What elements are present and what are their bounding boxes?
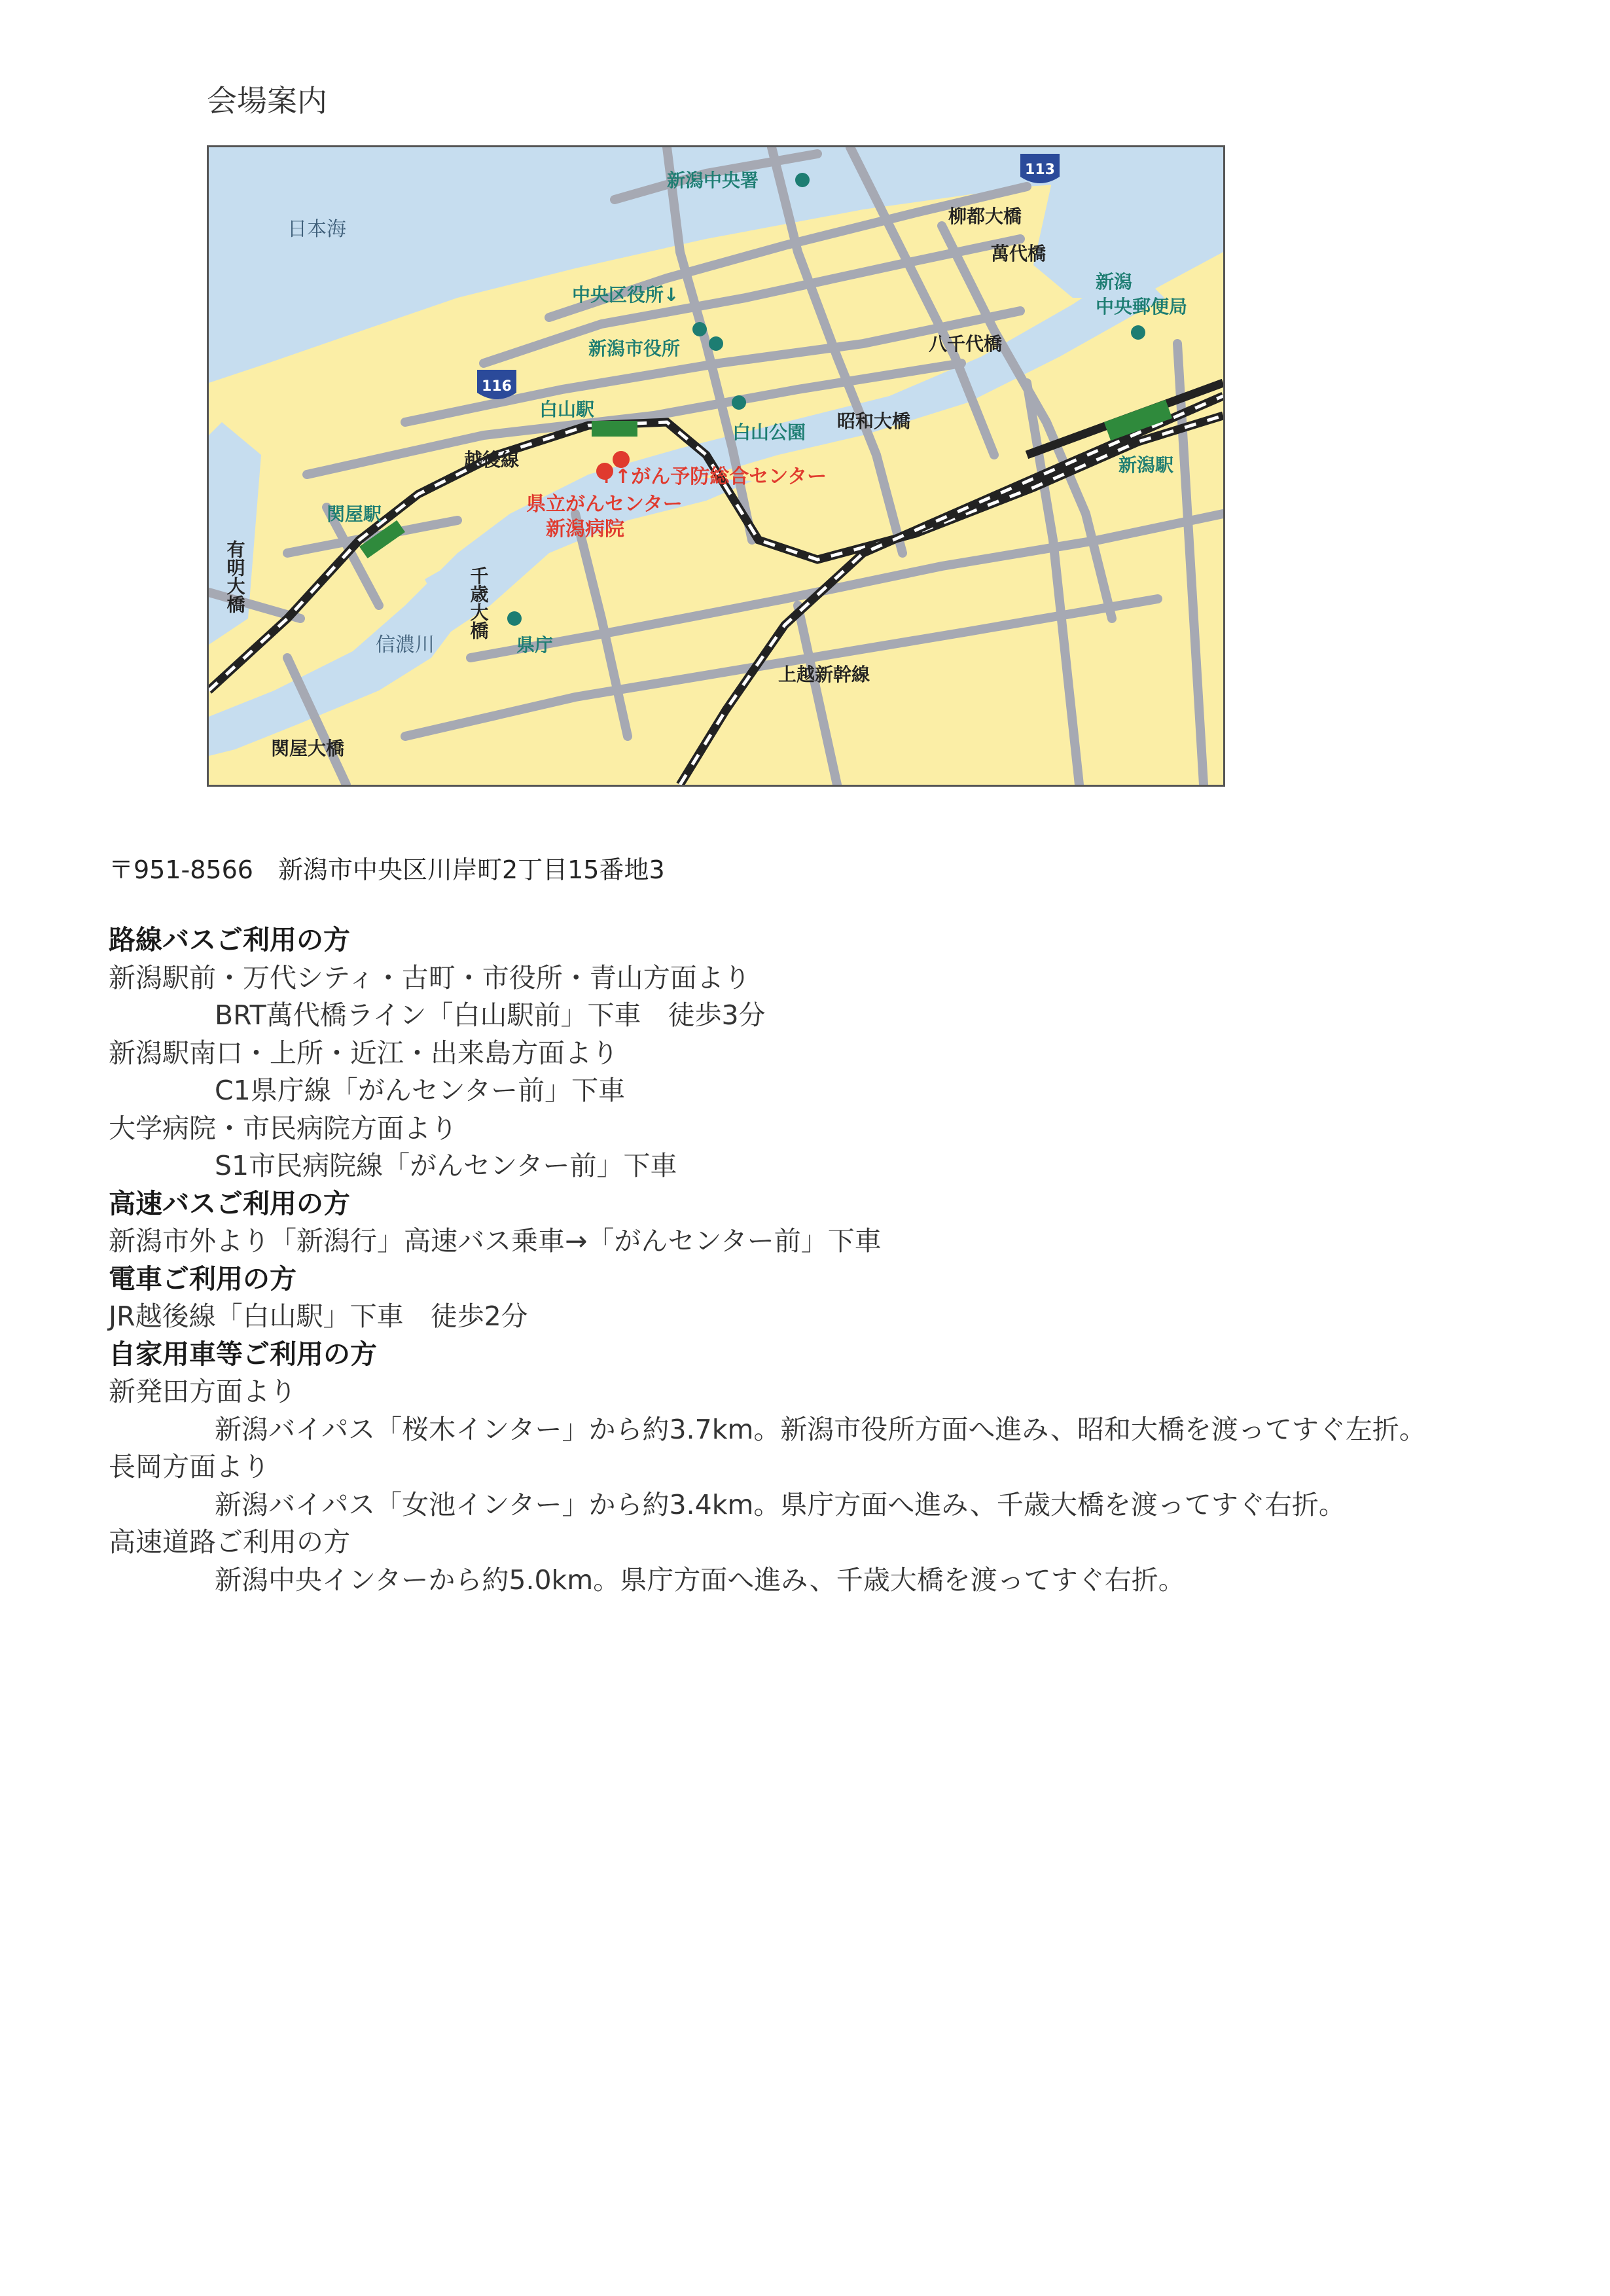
echigo-line-label: 越後線 [464,449,520,471]
city-hall-marker [709,336,723,351]
police-marker [795,173,810,187]
bus1-from: 新潟駅前・万代シティ・古町・市役所・青山方面より [109,961,751,994]
niigata-hospital-label: 新潟病院 [546,518,624,541]
map-canvas [209,147,1223,785]
showa-bridge-label: 昭和大橋 [837,410,911,432]
hakusan-park-marker [732,395,746,410]
yachiyo-bridge-label: 八千代橋 [929,333,1003,355]
bus2-from: 新潟駅南口・上所・近江・出来島方面より [109,1037,618,1069]
yanagito-bridge-label: 柳都大橋 [948,206,1022,227]
venue-map [207,145,1225,787]
hakusan-park-label: 白山公園 [732,422,806,443]
hakusan-station-mark [592,421,637,437]
train-heading: 電車ご利用の方 [109,1263,296,1295]
sea-label: 日本海 [287,218,346,241]
chitose-bridge-label: 千歳大橋 [467,566,490,639]
bus3-from: 大学病院・市民病院方面より [109,1112,457,1144]
ward-office-marker [692,322,707,336]
post-office-label-1: 新潟 [1096,271,1133,293]
car1-from: 新発田方面より [109,1376,296,1407]
route-116-label: 116 [482,378,512,395]
post-office-marker [1131,325,1145,340]
highway-bus-text: 新潟市外より「新潟行」高速バス乗車→「がんセンター前」下車 [109,1225,882,1257]
car2-route: 新潟バイパス「女池インター」から約3.4km。県庁方面へ進み、千歳大橋を渡ってすぐ右折。 [215,1488,1346,1520]
bus1-route: BRT萬代橋ライン「白山駅前」下車 徒歩3分 [215,999,766,1031]
access-directions [109,922,1601,1599]
bus-heading: 路線バスご利用の方 [109,924,350,956]
car3-route: 新潟中央インターから約5.0km。県庁方面へ進み、千歳大橋を渡ってすぐ右折。 [215,1564,1185,1596]
page-title: 会場案内 [207,83,327,118]
cancer-center-label: 県立がんセンター [526,493,683,516]
train-text: JR越後線「白山駅」下車 徒歩2分 [109,1300,528,1332]
venue-address: 〒951-8566 新潟市中央区川岸町2丁目15番地3 [109,855,665,884]
car3-from: 高速道路ご利用の方 [109,1526,350,1558]
car-heading: 自家用車等ご利用の方 [109,1338,377,1370]
ariake-bridge-label: 有明大橋 [224,540,246,613]
route-113-label: 113 [1025,162,1055,178]
pref-office-label: 県庁 [516,634,554,656]
car2-from: 長岡方面より [109,1451,270,1482]
car1-route: 新潟バイパス「桜木インター」から約3.7km。新潟市役所方面へ進み、昭和大橋を渡ってすぐ左折。 [215,1413,1426,1445]
niigata-station-label: 新潟駅 [1118,454,1174,476]
hakusan-station-label: 白山駅 [539,399,595,420]
city-hall-label: 新潟市役所 [588,338,681,359]
highway-bus-heading: 高速バスご利用の方 [109,1187,350,1219]
shinano-river-label: 信濃川 [376,634,435,656]
bus2-route: C1県庁線「がんセンター前」下車 [215,1075,626,1106]
bandai-bridge-label: 萬代橋 [991,243,1046,264]
post-office-label-2: 中央郵便局 [1096,296,1188,317]
bus3-route: S1市民病院線「がんセンター前」下車 [215,1150,677,1181]
pref-office-marker [507,611,522,626]
ward-office-label: 中央区役所↓ [572,284,679,306]
police-label: 新潟中央署 [667,170,759,191]
sekiya-bridge-label: 関屋大橋 [271,738,345,759]
shinkansen-label: 上越新幹線 [778,664,870,685]
sekiya-station-label: 関屋駅 [327,503,382,525]
cancer-prevention-label: ↑↑がん予防総合センター [598,465,827,488]
